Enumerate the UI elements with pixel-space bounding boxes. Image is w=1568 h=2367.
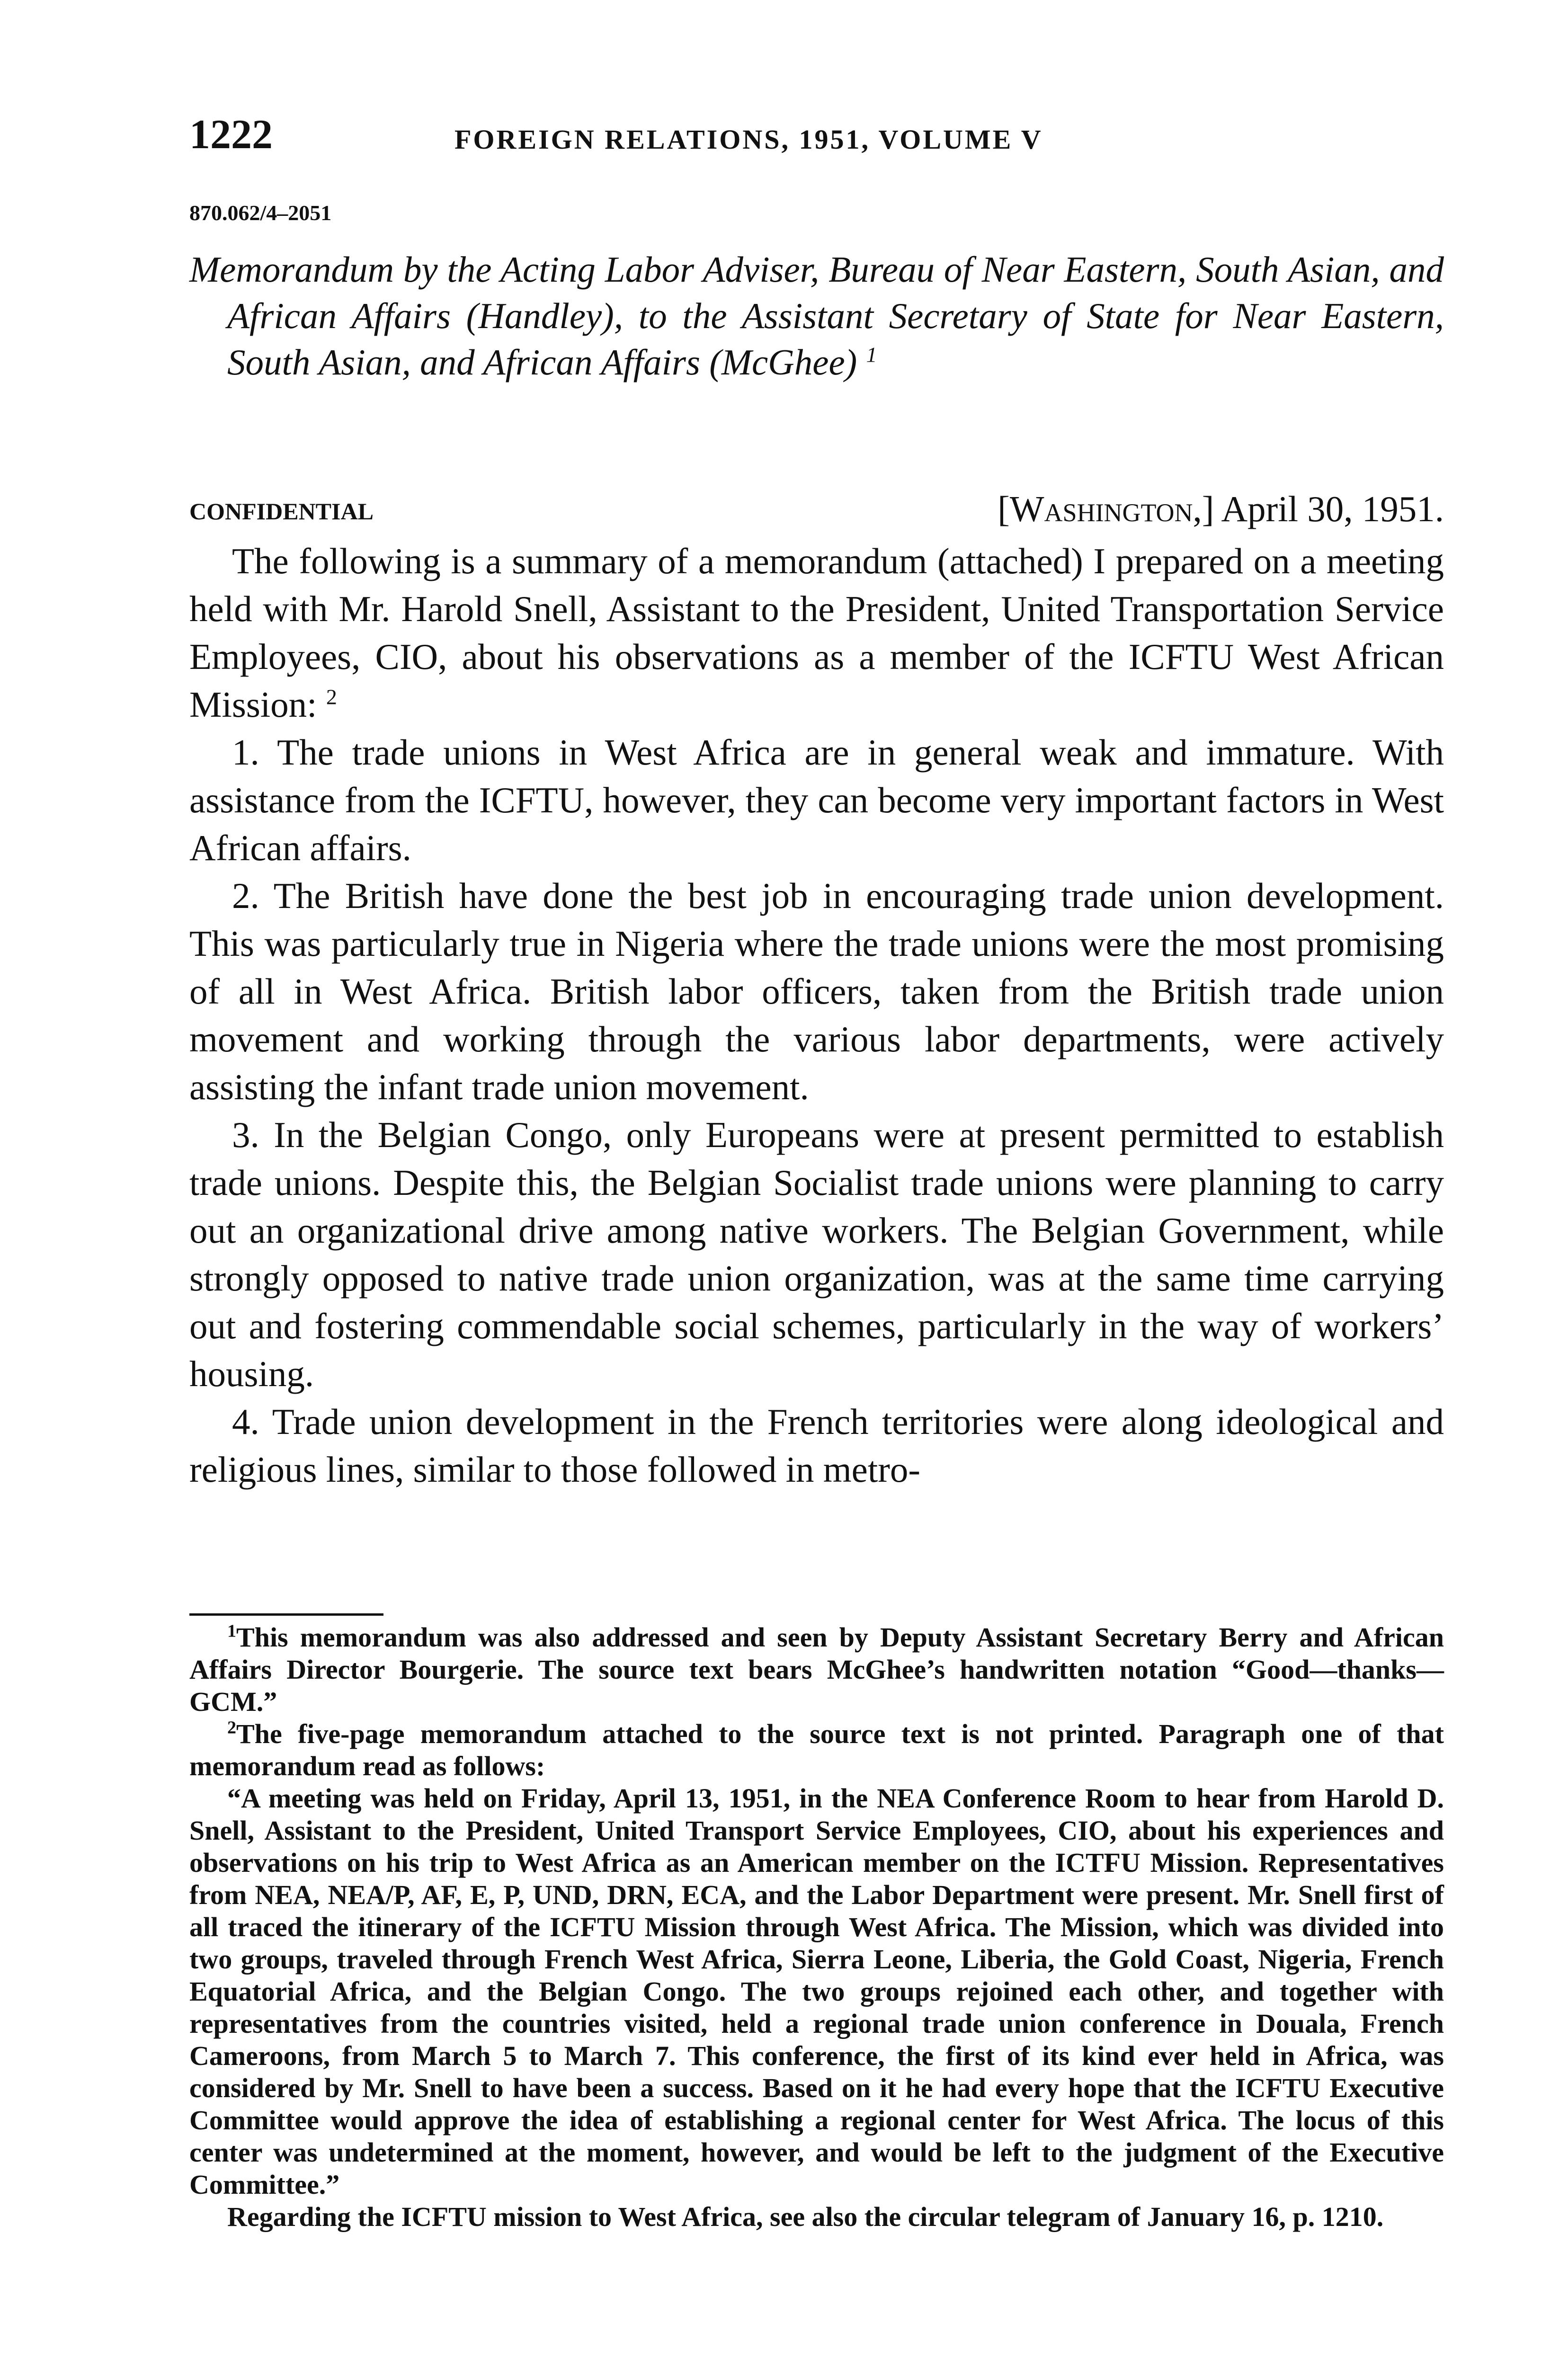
dateline-place: [Washington,]	[998, 489, 1214, 529]
file-number: 870.062/4–2051	[189, 201, 332, 225]
dateline	[998, 485, 1444, 533]
footnote-2-regarding: Regarding the ICFTU mission to West Africa, see also the circular telegram of January 16, p. 1210.	[227, 2201, 1384, 2232]
footnote-2-text: The five-page memorandum attached to the source text is not printed. Paragraph one of that memorandum read as follows:	[189, 1718, 1444, 1781]
paragraph-4: 4. Trade union development in the French territories were along ideological and religious lines, similar to those followed in metro-	[189, 1401, 1444, 1490]
footnote-1-text: This memorandum was also addressed and seen by Deputy Assistant Secretary Berry and African Affairs Director Bourgerie. The source text bears McGhee’s handwritten notation “Good—thanks—GCM.”	[189, 1622, 1444, 1717]
paragraph-intro-text: The following is a summary of a memorandum (attached) I prepared on a meeting held with Mr. Harold Snell, Assistant to the President, United Transportation Service Employees, CIO, about his observations as a member of the ICFTU West African Mission:	[189, 541, 1444, 725]
paragraph-2: 2. The British have done the best job in encouraging trade union development. This was particularly true in Nigeria where the trade unions were the most promising of all in West Africa. British labor officers, taken from the British trade union movement and working through the various labor departments, were actively assisting the infant trade union movement.	[189, 875, 1444, 1107]
footnote-2	[189, 1718, 1444, 1782]
page-number: 1222	[189, 112, 273, 158]
document-title	[189, 246, 1444, 385]
paragraph-3: 3. In the Belgian Congo, only Europeans were at present permitted to establish trade unions. Despite this, the Belgian Socialist trade unions were planning to carry out an organizational drive among native workers. The Belgian Government, while strongly opposed to native trade union organization, was at the same time carrying out and fostering commendable social schemes, particularly in the way of workers’ housing.	[189, 1114, 1444, 1394]
running-head: FOREIGN RELATIONS, 1951, VOLUME V	[454, 124, 1043, 155]
footnote-ref-1: 1	[866, 342, 877, 367]
paragraph-1: 1. The trade unions in West Africa are in general weak and immature. With assistance from the ICFTU, however, they can become very important factors in West African affairs.	[189, 732, 1444, 868]
footnote-1	[189, 1621, 1444, 1718]
dateline-date: April 30, 1951.	[1221, 489, 1444, 529]
footnotes	[189, 1621, 1444, 2233]
footnote-1-mark: 1	[227, 1621, 236, 1641]
footnote-ref-2: 2	[326, 685, 337, 709]
footnote-2-mark: 2	[227, 1717, 236, 1738]
page-header	[189, 111, 1444, 163]
footnote-divider	[189, 1613, 383, 1616]
memorandum-body	[189, 537, 1444, 1494]
classification-marking: CONFIDENTIAL	[189, 498, 374, 525]
paragraph-intro	[189, 537, 1444, 729]
footnote-2-quote: “A meeting was held on Friday, April 13, 1951, in the NEA Conference Room to hear from Harold D. Snell, Assistant to the President, United Transport Service Employees, CIO, about his experiences and observations on his trip to West Africa as an American member on the ICTFU Mission. Representatives from NEA, NEA/P, AF, E, P, UND, DRN, ECA, and the Labor Department were present. Mr. Snell first of all traced the itinerary of the ICFTU Mission through West Africa. The Mission, which was divided into two groups, traveled through French West Africa, Sierra Leone, Liberia, the Gold Coast, Nigeria, French Equatorial Africa, and the Belgian Congo. The two groups rejoined each other, and together with representatives from the countries visited, held a regional trade union conference in Douala, French Cameroons, from March 5 to March 7. This conference, the first of its kind ever held in Africa, was considered by Mr. Snell to have been a success. Based on it he had every hope that the ICFTU Executive Committee would approve the idea of establishing a regional center for West Africa. The locus of this center was undetermined at the moment, however, and would be left to the judgment of the Executive Committee.”	[189, 1783, 1444, 2200]
document-title-text: Memorandum by the Acting Labor Adviser, Bureau of Near Eastern, South Asian, and African Affairs (Handley), to the Assistant Secretary of State for Near Eastern, South Asian, and African Affairs (McGhee)	[189, 249, 1444, 383]
